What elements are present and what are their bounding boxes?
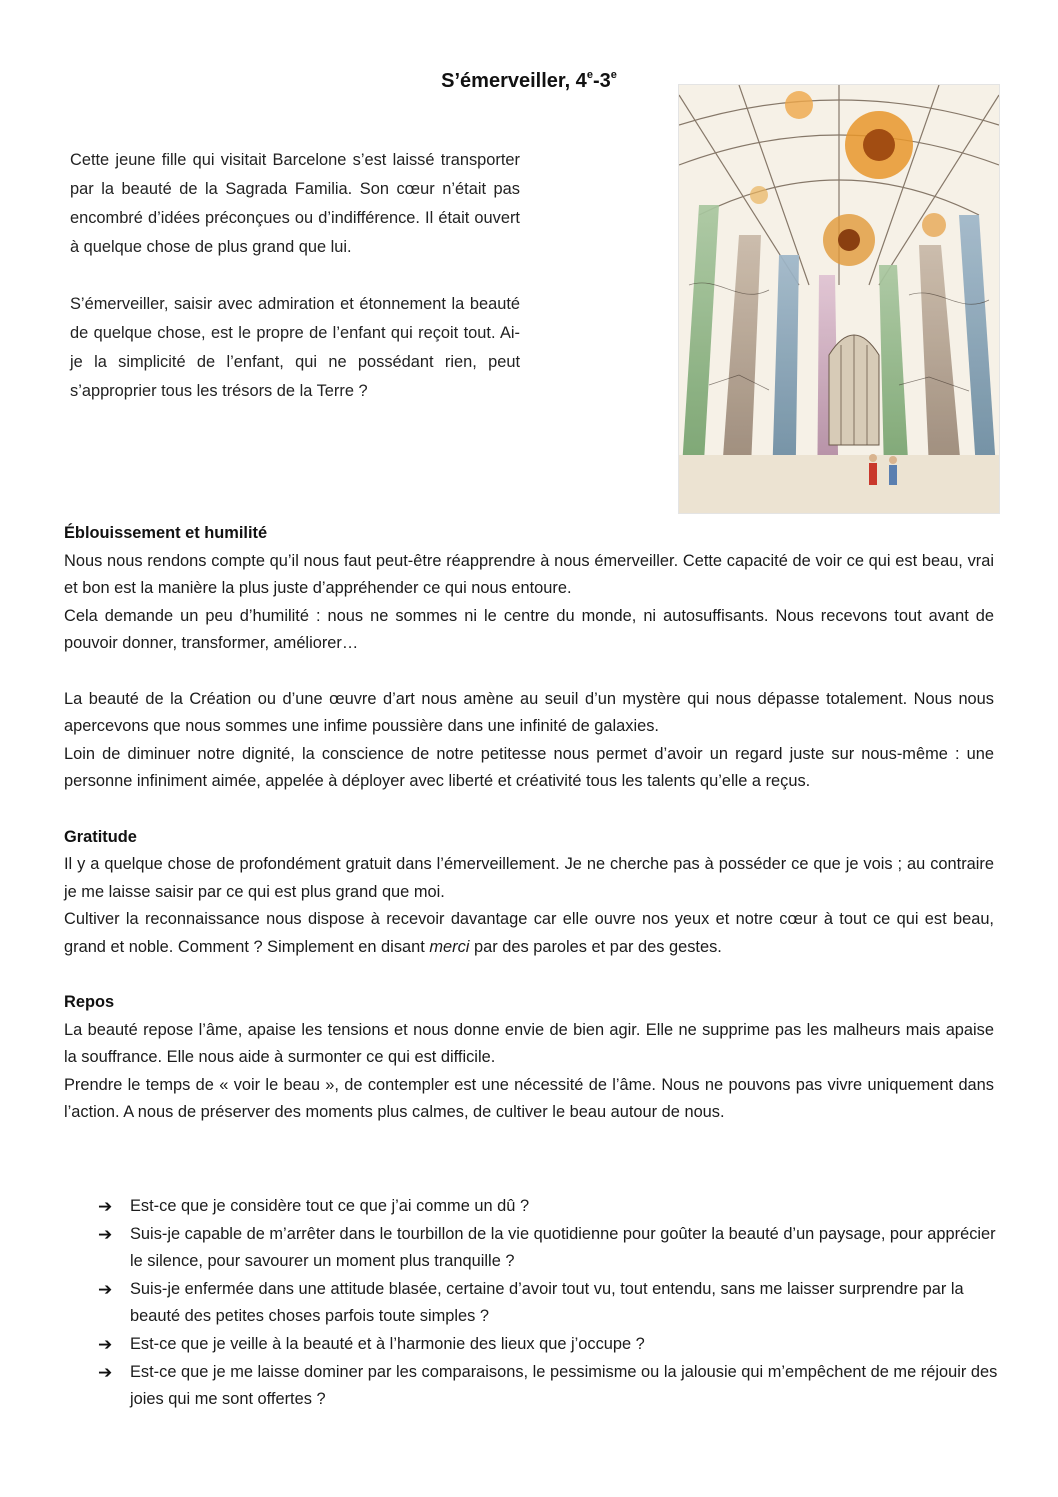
- arrow-icon: ➔: [98, 1279, 113, 1299]
- question-item: [98, 1193, 998, 1221]
- arrow-icon: ➔: [98, 1197, 113, 1216]
- question-item: [98, 1276, 998, 1331]
- question-item: [98, 1359, 998, 1414]
- gratitude-emphasis: merci: [429, 937, 470, 956]
- heading-gratitude: Gratitude: [64, 827, 137, 846]
- intro-block: [70, 146, 520, 434]
- question-item: [98, 1221, 998, 1276]
- intro-paragraph-2: S’émerveiller, saisir avec admiration et étonnement la beauté de quelque chose, est le propre de l’enfant qui reçoit tout. Ai-je la simplicité de l’enfant, qui ne possédant rien, peut s’approprier tous les trésors de la Terre ?: [70, 295, 520, 400]
- question-text: Suis-je enfermée dans une attitude blasée, certaine d’avoir tout vu, tout entendu, sans me laisser surprendre par la beauté des petites choses parfois toute simples ?: [130, 1279, 964, 1326]
- heading-eblouissement: Éblouissement et humilité: [64, 524, 268, 542]
- paragraph-gratitude-1: Il y a quelque chose de profondément gratuit dans l’émerveillement. Je ne cherche pas à posséder ce que je vois ; au contraire je me laisse saisir par ce qui est plus grand que moi.: [64, 855, 994, 901]
- question-text: Suis-je capable de m’arrêter dans le tourbillon de la vie quotidienne pour goûter la beauté d’un paysage, pour apprécier le silence, pour savourer un moment plus tranquille ?: [130, 1224, 996, 1271]
- question-text: Est-ce que je me laisse dominer par les comparaisons, le pessimisme ou la jalousie qui m’empêchent de me réjouir des joies qui me sont offertes ?: [130, 1362, 998, 1409]
- gratitude-text-before: Cultiver la reconnaissance nous dispose à recevoir davantage car elle ouvre nos yeux et notre cœur à tout ce qui est beau, grand et noble. Comment ? Simplement en disant: [64, 910, 994, 956]
- arrow-icon: ➔: [98, 1224, 113, 1244]
- arrow-icon: ➔: [98, 1334, 113, 1354]
- question-text: Est-ce que je considère tout ce que j’ai comme un dû ?: [130, 1197, 530, 1215]
- spacer: [64, 796, 994, 824]
- question-item: [98, 1331, 998, 1359]
- paragraph-eblouissement-4: Loin de diminuer notre dignité, la conscience de notre petitesse nous permet d’avoir un regard juste sur nous-même : une personne infiniment aimée, appelée à déployer avec liberté et créativité tous les talents qu’elle a reçus.: [64, 744, 994, 791]
- title-sup-2: e: [610, 69, 617, 82]
- heading-repos: Repos: [64, 993, 115, 1012]
- paragraph-gratitude-2: [64, 906, 994, 961]
- paragraph-eblouissement-1: Nous nous rendons compte qu’il nous faut peut-être réapprendre à nous émerveiller. Cette capacité de voir ce qui est beau, vrai et bon est la manière la plus juste d’appréhender ce qui nous entoure.: [64, 551, 994, 598]
- paragraph-repos-1: La beauté repose l’âme, apaise les tensions et nous donne envie de bien agir. Elle ne supprime pas les malheurs mais apaise la souffrance. Elle nous aide à surmonter ce qui est difficile.: [64, 1020, 994, 1067]
- paragraph-eblouissement-2: Cela demande un peu d’humilité : nous ne sommes ni le centre du monde, ni autosuffisants. Nous recevons tout avant de pouvoir donner, transformer, améliorer…: [64, 606, 994, 653]
- spacer: [64, 962, 994, 990]
- sagrada-familia-illustration: [678, 84, 1000, 514]
- question-text: Est-ce que je veille à la beauté et à l’harmonie des lieux que j’occupe ?: [130, 1334, 645, 1353]
- spacer: [64, 658, 994, 686]
- paragraph-repos-2: Prendre le temps de « voir le beau », de contempler est une nécessité de l’âme. Nous ne pouvons pas vivre uniquement dans l’action. A nous de préserver des moments plus calmes, de cultiver le beau autour de nous.: [64, 1075, 994, 1122]
- main-content: [64, 520, 994, 1127]
- gratitude-text-after: par des paroles et par des gestes.: [469, 937, 722, 956]
- title-sup-1: e: [586, 69, 593, 82]
- sagrada-familia-drawing-icon: [679, 85, 999, 513]
- arrow-icon: ➔: [98, 1362, 113, 1382]
- title-dash: -3: [592, 70, 611, 92]
- paragraph-eblouissement-3: La beauté de la Création ou d’une œuvre d’art nous amène au seuil d’un mystère qui nous dépasse totalement. Nous nous apercevons que nous sommes une infime poussière dans une infinité de galaxies.: [64, 689, 994, 736]
- intro-paragraph-1: Cette jeune fille qui visitait Barcelone s’est laissé transporter par la beauté de la Sagrada Familia. Son cœur n’était pas encombré d’idées préconçues ou d’indifférence. Il était ouvert à quelque chose de plus grand que lui.: [70, 151, 520, 256]
- reflection-questions-list: [98, 1193, 998, 1414]
- title-text: S’émerveiller, 4: [441, 70, 587, 92]
